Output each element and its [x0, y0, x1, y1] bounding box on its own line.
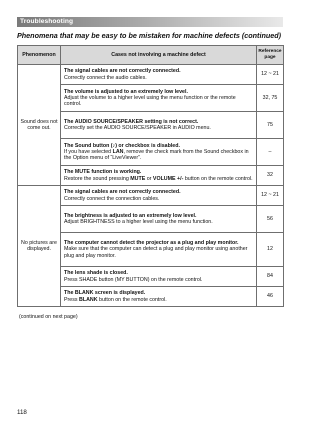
reference-page: 32, 75 — [257, 85, 284, 112]
section-header-bar — [17, 17, 283, 27]
header-ref-line2: page — [264, 55, 276, 60]
desc-text: button on the remote control. — [183, 175, 253, 182]
cause-title: The lens shade is closed. — [64, 270, 128, 277]
cause-description: Press SHADE button (MY BUTTON) on the remote control. — [64, 276, 203, 283]
cause-cell — [61, 233, 257, 267]
cause-title: The signal cables are not correctly connected. — [64, 189, 181, 196]
cause-description: Correctly connect the connection cables. — [64, 195, 160, 202]
cause-title: The computer cannot detect the projector as a plug and play monitor. — [64, 240, 239, 247]
cause-cell — [61, 287, 257, 307]
desc-bold: VOLUME +/- — [152, 175, 184, 182]
desc-bold: MUTE — [130, 175, 146, 182]
cause-cell — [61, 206, 257, 233]
desc-text: Press — [64, 296, 80, 303]
reference-page: 12 ~ 21 — [257, 65, 284, 85]
section-label: Troubleshooting — [20, 18, 74, 25]
reference-page: – — [257, 139, 284, 166]
header-ref-line1: Reference — [258, 49, 282, 55]
cause-description: Correctly set the AUDIO SOURCE/SPEAKER in AUDIO menu. — [64, 125, 211, 131]
page-number: 118 — [17, 409, 27, 416]
cause-description — [64, 176, 253, 182]
cause-cell — [61, 166, 257, 186]
cause-cell — [61, 65, 257, 85]
desc-text: button on the remote control. — [97, 296, 167, 303]
table-header-row — [18, 46, 284, 65]
cause-cell — [61, 85, 257, 112]
phenomenon-line: Sound does not — [20, 118, 58, 125]
cause-cell — [61, 267, 257, 287]
cause-description: Correctly connect the audio cables. — [64, 74, 147, 81]
cause-title: The Sound button (♪) or checkbox is disabled. — [64, 142, 180, 149]
cause-description — [64, 297, 253, 303]
cause-title: The MUTE function is working. — [64, 169, 142, 176]
continued-note: (continued on next page) — [19, 314, 78, 320]
cause-title: The AUDIO SOURCE/SPEAKER setting is not correct. — [64, 118, 199, 125]
table-row — [18, 186, 284, 206]
phenomenon-line: No pictures are — [21, 239, 57, 246]
cause-description: Adjust the volume to a higher level using the menu function or the remote control. — [64, 94, 236, 108]
reference-page: 56 — [257, 206, 284, 233]
cause-cell — [61, 112, 257, 139]
desc-text: , remove the check mark from the Sound checkbox in the Option menu of “LiveViewer”. — [64, 148, 249, 162]
reference-page: 84 — [257, 267, 284, 287]
reference-page: 75 — [257, 112, 284, 139]
cause-cell — [61, 139, 257, 166]
reference-page: 12 — [257, 233, 284, 267]
desc-text: Restore the sound pressing — [64, 175, 131, 182]
reference-page: 12 ~ 21 — [257, 186, 284, 206]
cause-title: The volume is adjusted to an extremely low level. — [64, 88, 188, 95]
cause-title: The brightness is adjusted to an extremely low level. — [64, 212, 197, 219]
phenomenon-sound — [18, 65, 61, 186]
desc-bold: LAN — [112, 148, 124, 155]
phenomenon-line: displayed. — [27, 246, 51, 252]
desc-text: If you have selected — [64, 148, 113, 155]
cause-description: Adjust BRIGHTNESS to a higher level using the menu function. — [64, 219, 213, 225]
cause-description — [64, 149, 253, 161]
phenomenon-line: come out. — [27, 125, 51, 131]
reference-page: 32 — [257, 166, 284, 186]
header-cases: Cases not involving a machine defect — [61, 46, 257, 65]
troubleshooting-table — [17, 45, 284, 307]
reference-page: 46 — [257, 287, 284, 307]
header-phenomenon: Phenomenon — [18, 46, 61, 65]
desc-text: or — [145, 175, 153, 182]
phenomenon-no-pictures — [18, 186, 61, 307]
cause-title: The signal cables are not correctly connected. — [64, 68, 181, 75]
cause-description: Make sure that the computer can detect a plug and play monitor using another plug and play monitor. — [64, 246, 248, 259]
header-reference-page — [257, 46, 284, 65]
page-heading: Phenomena that may be easy to be mistaken for machine defects (continued) — [17, 31, 282, 40]
cause-cell — [61, 186, 257, 206]
table-row — [18, 65, 284, 85]
cause-title: The BLANK screen is displayed. — [64, 290, 146, 297]
desc-bold: BLANK — [79, 296, 98, 303]
